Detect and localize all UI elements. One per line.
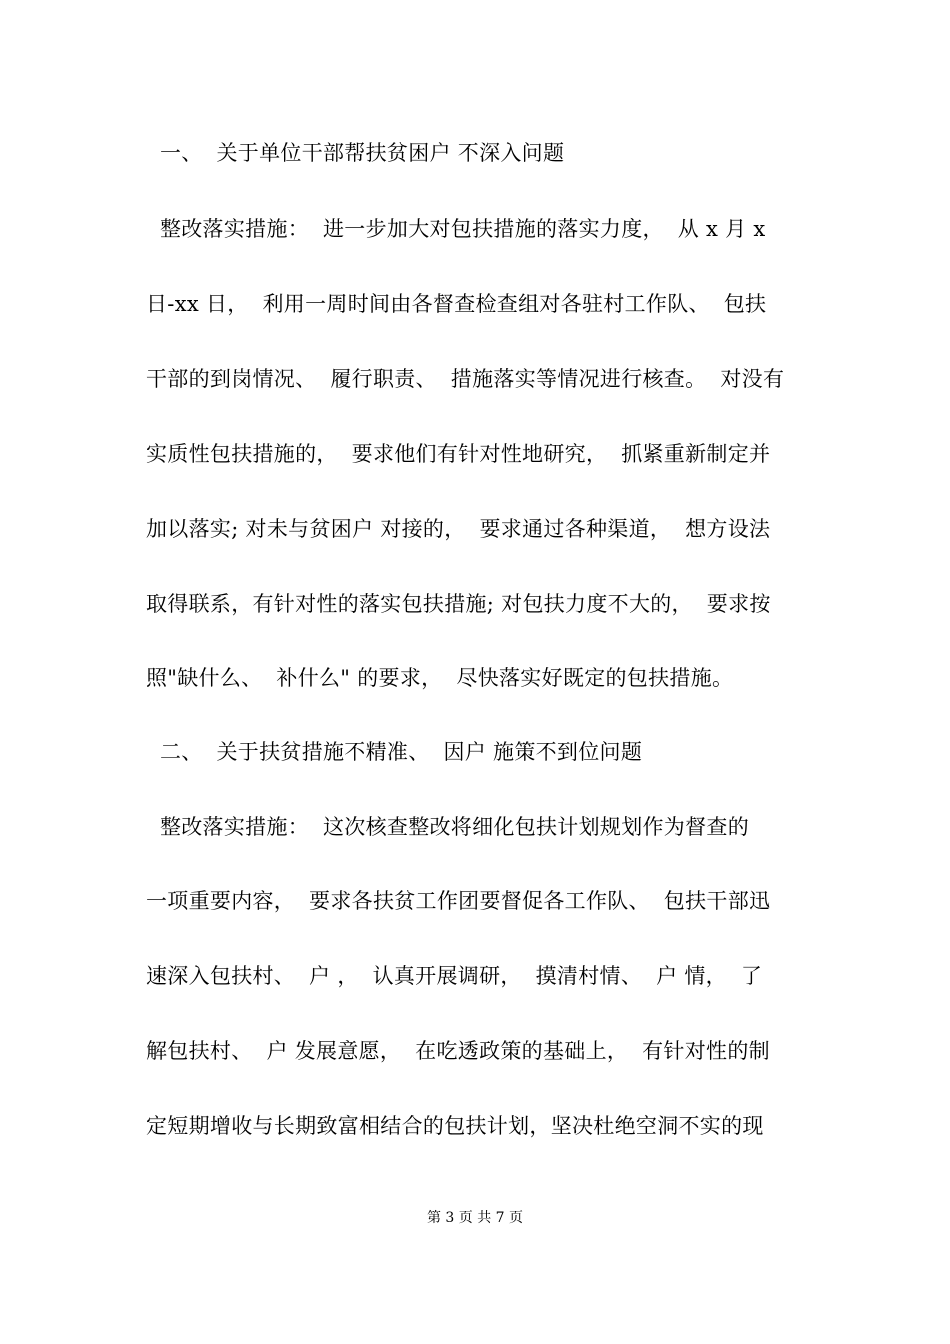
heading-section-2: 二、 关于扶贫措施不精准、 因户 施策不到位问题: [146, 740, 643, 764]
paragraph-line: 加以落实; 对未与贫困户 对接的， 要求通过各种渠道， 想方设法: [146, 517, 771, 541]
paragraph-line: 整改落实措施： 进一步加大对包扶措施的落实力度， 从 x 月 x: [146, 217, 766, 241]
paragraph-line: 取得联系，有针对性的落实包扶措施; 对包扶力度不大的， 要求按: [146, 592, 771, 616]
paragraph-line: 照"缺什么、 补什么" 的要求， 尽快落实好既定的包扶措施。: [146, 666, 734, 690]
paragraph-line: 干部的到岗情况、 履行职责、 措施落实等情况进行核查。 对没有: [146, 367, 785, 391]
paragraph-line: 整改落实措施： 这次核查整改将细化包扶计划规划作为督查的: [146, 815, 749, 839]
page-number-footer: 第 3 页 共 7 页: [426, 1210, 524, 1226]
heading-section-1: 一、 关于单位干部帮扶贫困户 不深入问题: [146, 141, 565, 165]
paragraph-line: 速深入包扶村、 户 ， 认真开展调研， 摸清村情、 户 情， 了: [146, 964, 763, 988]
paragraph-line: 实质性包扶措施的， 要求他们有针对性地研究， 抓紧重新制定并: [146, 442, 771, 466]
paragraph-line: 定短期增收与长期致富相结合的包扶计划，坚决杜绝空洞不实的现: [146, 1114, 764, 1138]
paragraph-line: 一项重要内容， 要求各扶贫工作团要督促各工作队、 包扶干部迅: [146, 889, 771, 913]
paragraph-line: 解包扶村、 户 发展意愿， 在吃透政策的基础上， 有针对性的制: [146, 1039, 770, 1063]
paragraph-line: 日-xx 日， 利用一周时间由各督查检查组对各驻村工作队、 包扶: [146, 292, 767, 316]
